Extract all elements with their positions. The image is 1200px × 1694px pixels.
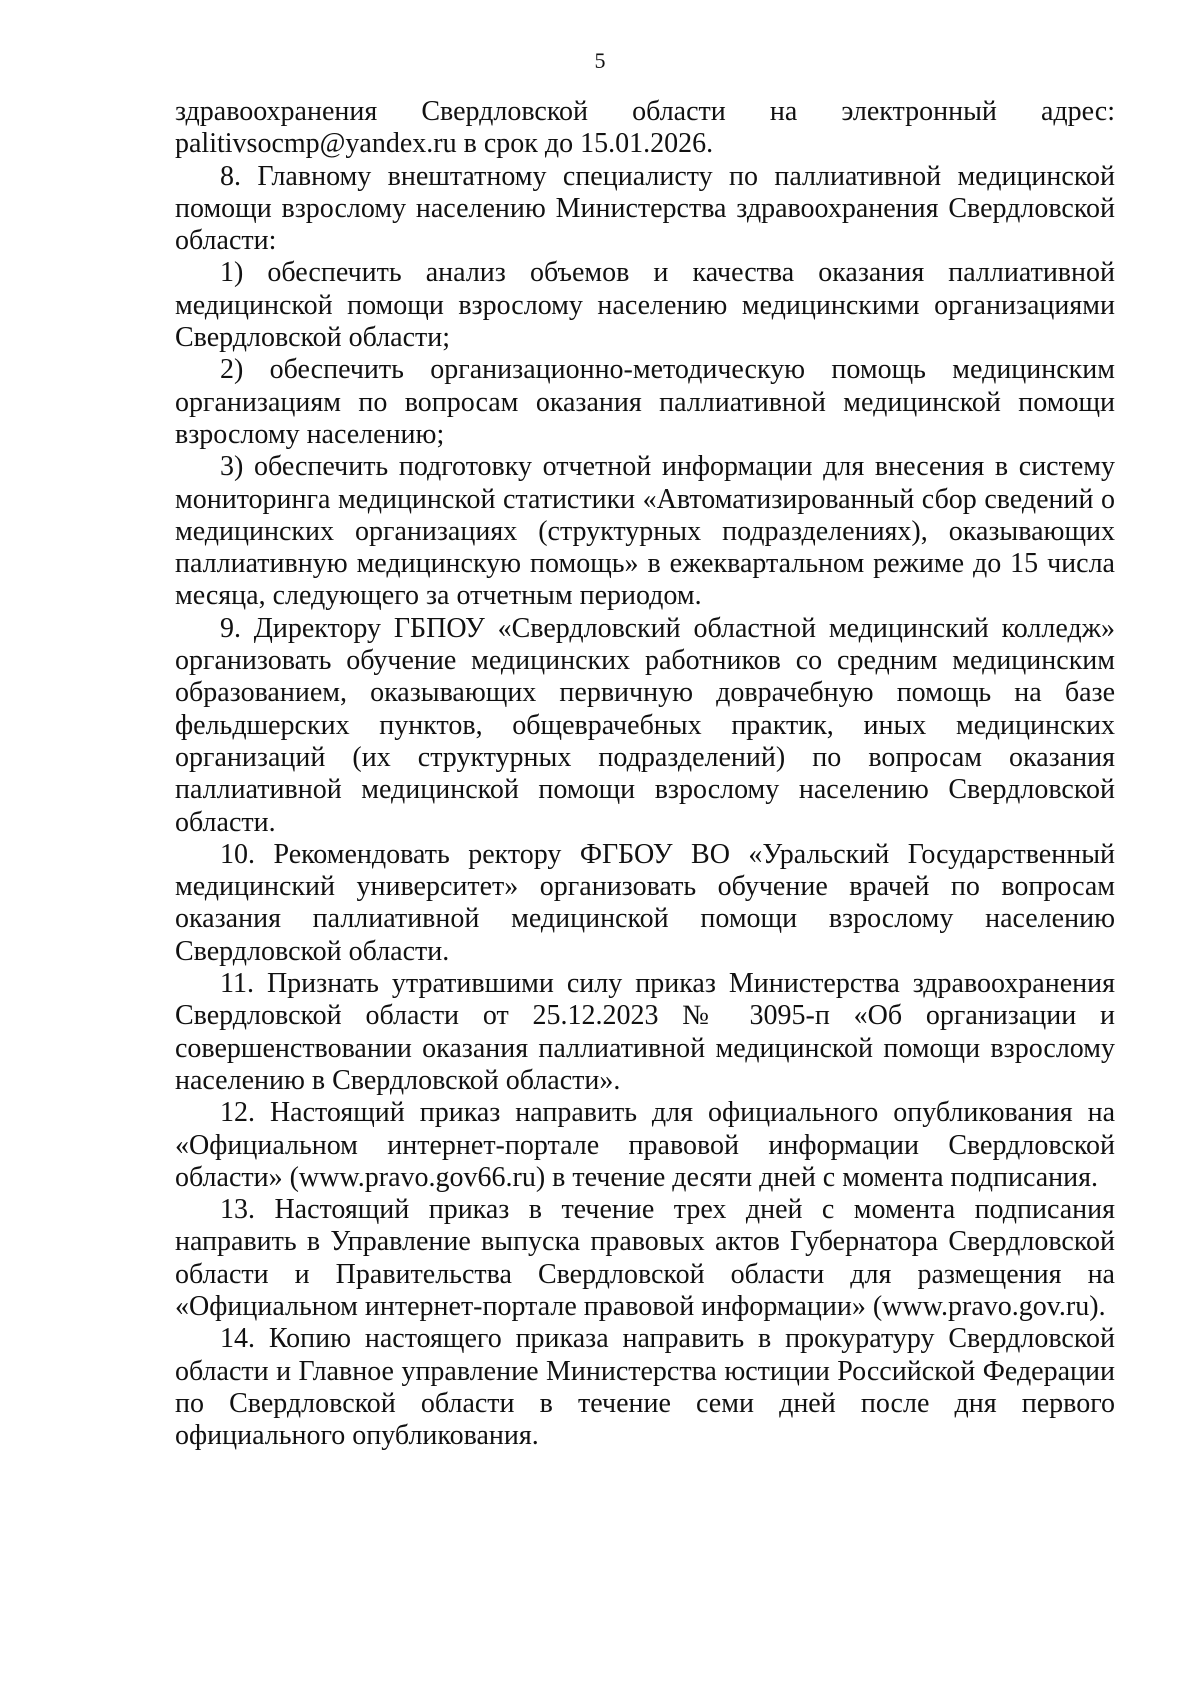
paragraph-item-9: 9. Директору ГБПОУ «Свердловский областной медицинский колледж» организовать обучение медицинских работников со средним медицинским образованием, оказывающих первичную доврачебную помощь на базе фельдшерских пунктов, общеврачебных практик, иных медицинских организаций (их структурных подразделений) по вопросам оказания паллиативной медицинской помощи взрослому населению Свердловской области.	[175, 612, 1115, 838]
paragraph-subitem-1: 1) обеспечить анализ объемов и качества оказания паллиативной медицинской помощи взрослому населению медицинскими организациями Свердловской области;	[175, 257, 1115, 354]
paragraph-item-10: 10. Рекомендовать ректору ФГБОУ ВО «Уральский Государственный медицинский университет» организовать обучение врачей по вопросам оказания паллиативной медицинской помощи взрослому населению Свердловской области.	[175, 838, 1115, 967]
page-number: 5	[594, 48, 606, 73]
paragraph-subitem-2: 2) обеспечить организационно-методическую помощь медицинским организациям по вопросам оказания паллиативной медицинской помощи взрослому населению;	[175, 354, 1115, 450]
paragraph-item-11: 11. Признать утратившими силу приказ Министерства здравоохранения Свердловской области от 25.12.2023 № 3095-п «Об организации и совершенствовании оказания паллиативной медицинской помощи взрослому населению в Свердловской области».	[175, 968, 1115, 1096]
paragraph-subitem-3: 3) обеспечить подготовку отчетной информации для внесения в систему мониторинга медицинской статистики «Автоматизированный сбор сведений о медицинских организациях (структурных подразделениях), оказывающих паллиативную медицинскую помощь» в ежеквартальном режиме до 15 числа месяца, следующего за отчетным периодом.	[175, 451, 1115, 612]
paragraph-item-14: 14. Копию настоящего приказа направить в прокуратуру Свердловской области и Главное управление Министерства юстиции Российской Федерации по Свердловской области в течение семи дней после дня первого официального опубликования.	[175, 1323, 1115, 1452]
paragraph-item-13: 13. Настоящий приказ в течение трех дней с момента подписания направить в Управление выпуска правовых актов Губернатора Свердловской области и Правительства Свердловской области для размещения на «Официальном интернет-портале правовой информации» (www.pravo.gov.ru).	[175, 1194, 1115, 1322]
paragraph-item-12: 12. Настоящий приказ направить для официального опубликования на «Официальном интернет-портале правовой информации Свердловской области» (www.pravo.gov66.ru) в течение десяти дней с момента подписания.	[175, 1097, 1115, 1193]
paragraph-continuation	[175, 96, 1115, 161]
paragraph-line: palitivsocmp@yandex.ru в срок до 15.01.2026.	[175, 128, 714, 160]
paragraph-item-8: 8. Главному внештатному специалисту по паллиативной медицинской помощи взрослому населению Министерства здравоохранения Свердловской области:	[175, 160, 1115, 257]
document-body	[175, 96, 1115, 1452]
paragraph-line: здравоохранения Свердловской области на электронный адрес:	[175, 96, 1115, 127]
